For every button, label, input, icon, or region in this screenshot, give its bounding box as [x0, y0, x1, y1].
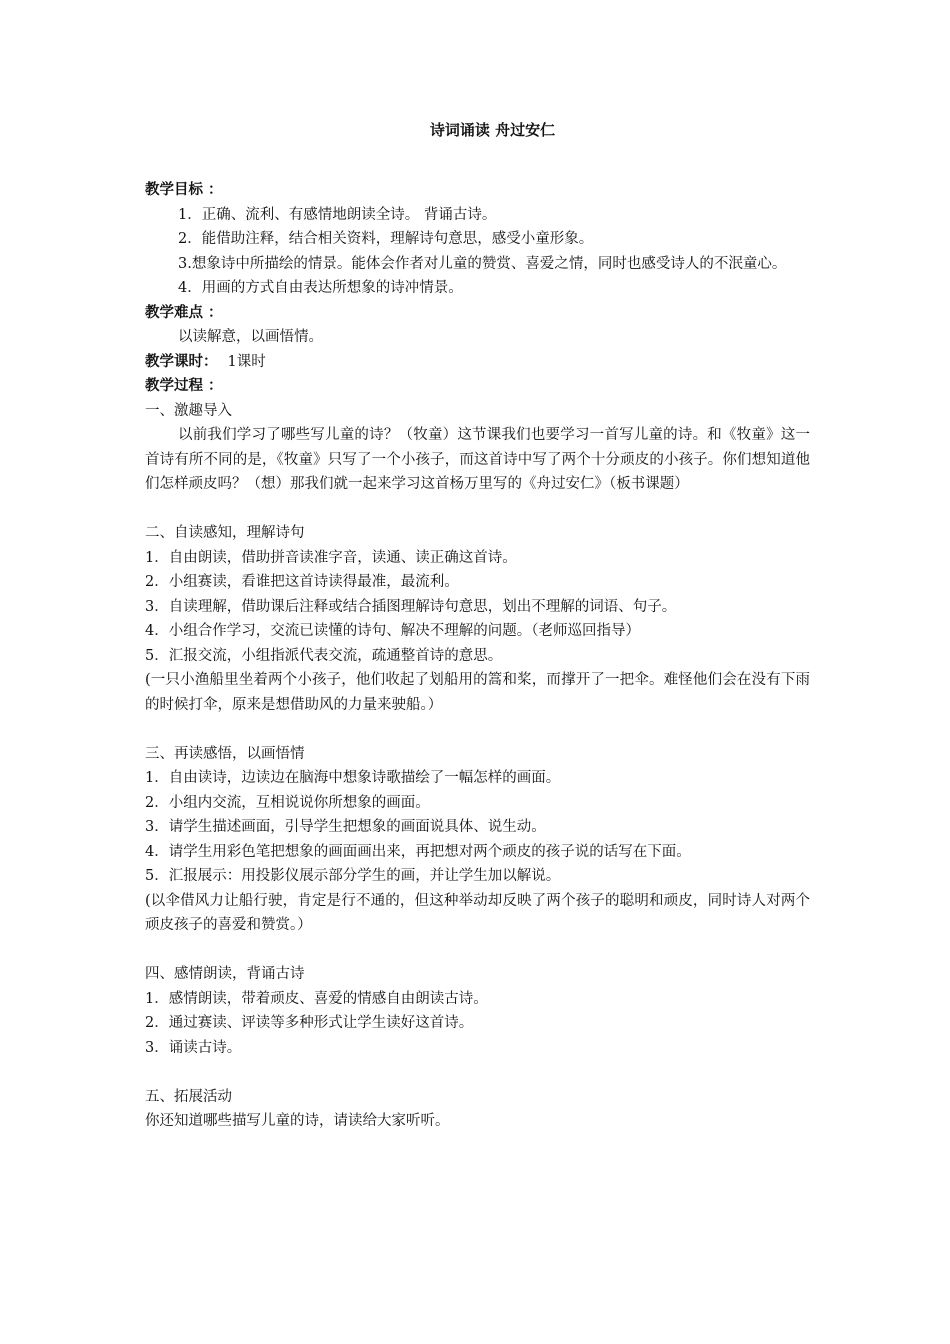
- objective-item: 1．正确、流利、有感情地朗读全诗。 背诵古诗。: [178, 206, 497, 223]
- blank-line: [145, 717, 810, 742]
- section-title: 五、拓展活动: [145, 1088, 232, 1105]
- section-item: 1．感情朗读，带着顽皮、喜爱的情感自由朗读古诗。: [145, 990, 488, 1007]
- section-title: 一、激趣导入: [145, 402, 232, 419]
- section-note: (一只小渔船里坐着两个小孩子，他们收起了划船用的篙和桨，而撑开了一把伞。难怪他们会在没有下雨的时候打伞，原来是想借助风的力量来驶船。）: [145, 672, 810, 713]
- objective-item: 4．用画的方式自由表达所想象的诗冲情景。: [178, 280, 463, 296]
- difficulty-heading: 教学难点 ：: [145, 303, 223, 321]
- section-text: 你还知道哪些描写儿童的诗，请读给大家听听。: [145, 1113, 450, 1129]
- section-item: 2．小组内交流，互相说说你所想象的画面。: [145, 794, 430, 811]
- section-item: 1．自由读诗，边读边在脑海中想象诗歌描绘了一幅怎样的画面。: [145, 770, 561, 786]
- section-title: 二、自读感知，理解诗句: [145, 525, 305, 541]
- section-item: 3．诵读古诗。: [145, 1039, 242, 1056]
- section-item: 3．自读理解，借助课后注释或结合插图理解诗句意思，划出不理解的词语、句子。: [145, 598, 677, 615]
- objective-item: 3.想象诗中所描绘的情景。能体会作者对儿童的赞赏、喜爱之情，同时也感受诗人的不泯童心。: [178, 255, 787, 272]
- section-item: 2．通过赛读、评读等多种形式让学生读好这首诗。: [145, 1015, 474, 1031]
- objectives-heading: 教学目标 ：: [145, 181, 223, 198]
- hours-row: [145, 350, 810, 375]
- section-item: 4．小组合作学习，交流已读懂的诗句、解决不理解的问题。（老师巡回指导）: [145, 623, 640, 639]
- hours-value: 1课时: [227, 353, 266, 370]
- section-title: 四、感情朗读，背诵古诗: [145, 966, 305, 982]
- section-item: 2．小组赛读，看谁把这首诗读得最准，最流利。: [145, 574, 459, 590]
- blank-line: [145, 497, 810, 522]
- section-title: 三、再读感悟，以画悟情: [145, 745, 305, 762]
- blank-line: [145, 938, 810, 963]
- section-intro: 以前我们学习了哪些写儿童的诗？（牧童）这节课我们也要学习一首写儿童的诗。和《牧童》这一首诗有所不同的是，《牧童》只写了一个小孩子，而这首诗中写了两个十分顽皮的小孩子。你们想知道他们怎样顽皮吗？（想）那我们就一起来学习这首杨万里写的《舟过安仁》（板书课题）: [145, 427, 810, 492]
- section-note: (以伞借风力让船行驶，肯定是行不通的，但这种举动却反映了两个孩子的聪明和顽皮，同时诗人对两个顽皮孩子的喜爱和赞赏。）: [145, 892, 810, 933]
- section-item: 5．汇报展示：用投影仪展示部分学生的画，并让学生加以解说。: [145, 868, 561, 884]
- difficulty-text: 以读解意，以画悟情。: [178, 329, 323, 345]
- process-heading: 教学过程 ：: [145, 377, 223, 394]
- section-item: 4．请学生用彩色笔把想象的画面画出来，再把想对两个顽皮的孩子说的话写在下面。: [145, 843, 691, 860]
- document-title: 诗词诵读 舟过安仁: [429, 121, 556, 139]
- document-page: [145, 118, 810, 1134]
- blank-line: [145, 1060, 810, 1085]
- objective-item: 2．能借助注释，结合相关资料，理解诗句意思，感受小童形象。: [178, 231, 594, 247]
- section-item: 1．自由朗读，借助拼音读准字音，读通、读正确这首诗。: [145, 549, 517, 566]
- section-item: 5．汇报交流，小组指派代表交流，疏通整首诗的意思。: [145, 647, 503, 664]
- section-item: 3．请学生描述画面，引导学生把想象的画面说具体、说生动。: [145, 819, 546, 835]
- hours-heading: 教学课时：: [145, 352, 218, 370]
